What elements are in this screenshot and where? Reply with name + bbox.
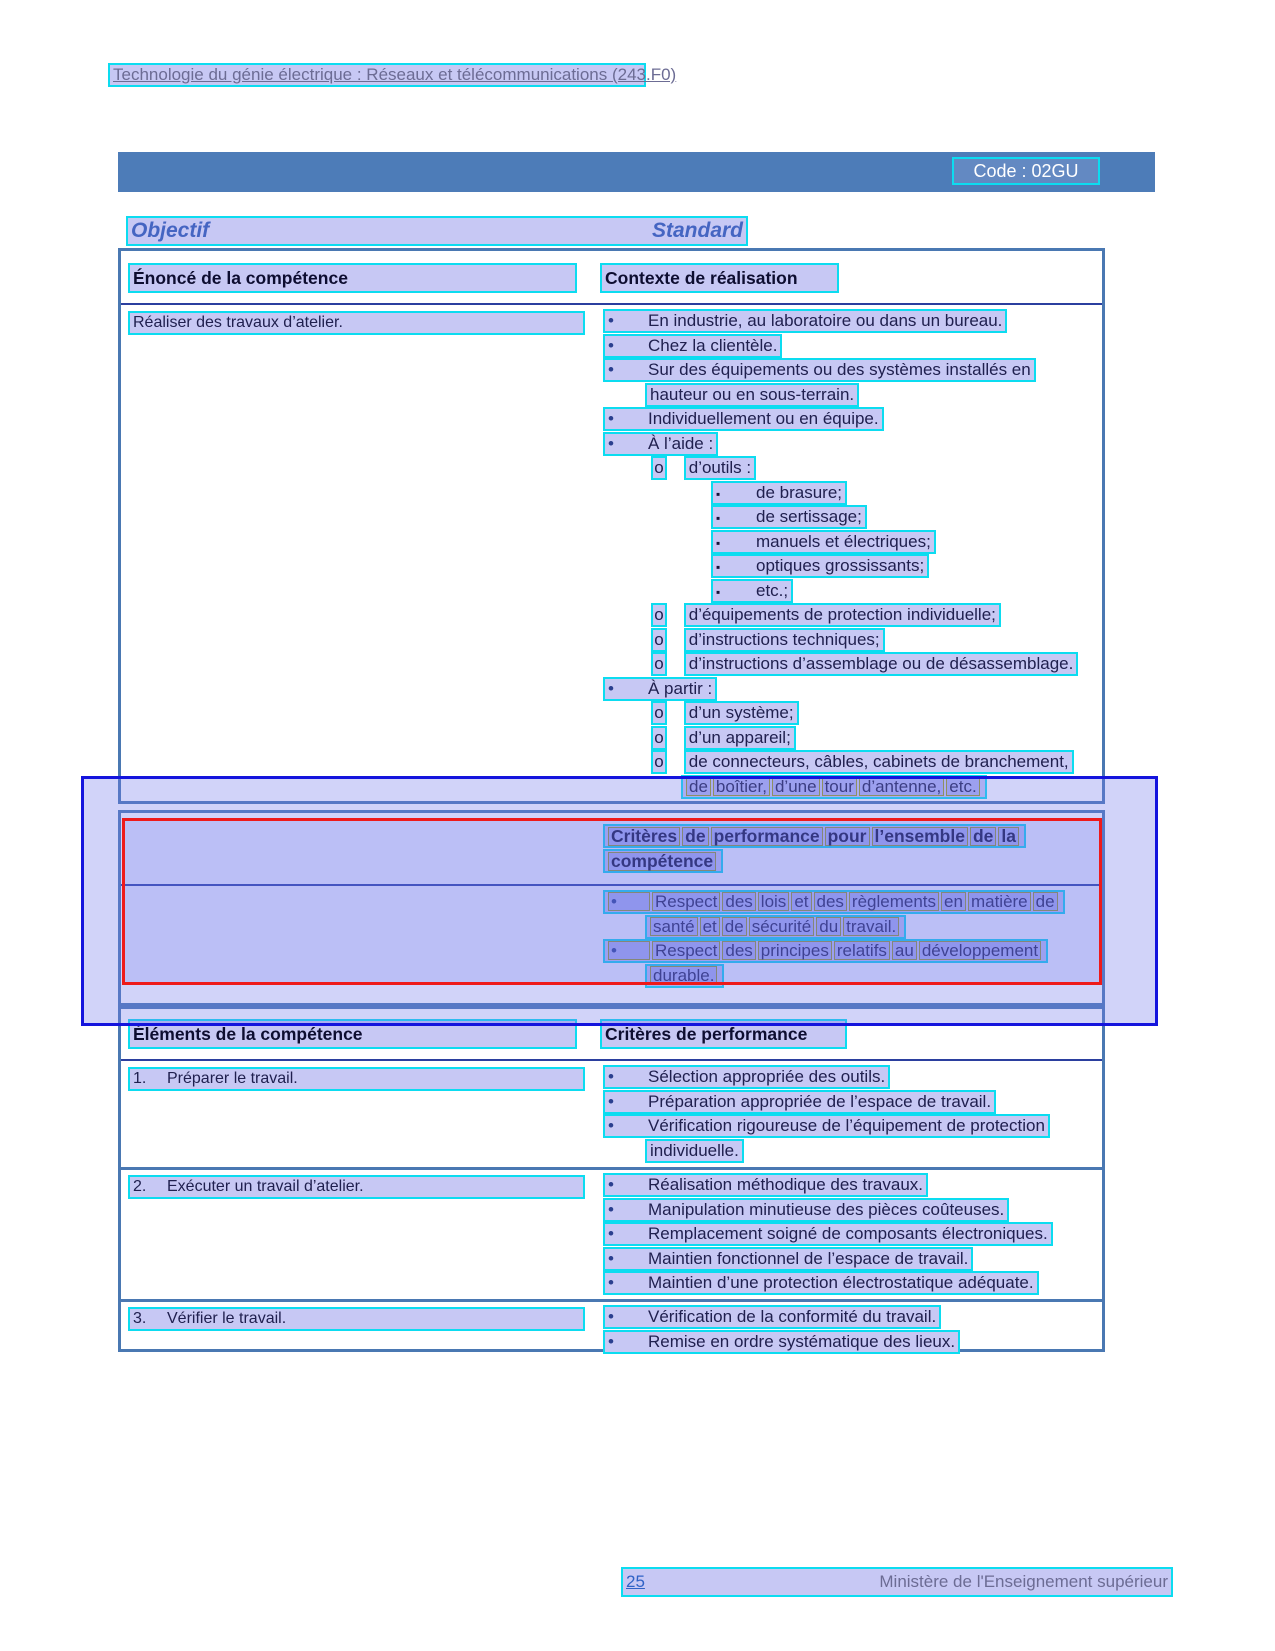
bullet-icon: • xyxy=(608,433,614,453)
word-box: durable. xyxy=(650,966,717,985)
line-text: optiques grossissants; xyxy=(756,556,925,575)
line-text: Remplacement soigné de composants électroniques. xyxy=(648,1224,1048,1243)
word-box: d’antenne, xyxy=(859,777,944,796)
bullet-line xyxy=(651,603,1108,628)
criteres-ensemble-header xyxy=(121,824,1108,873)
line-text: À partir : xyxy=(648,678,713,698)
line-text: Sur des équipements ou des systèmes installés en xyxy=(648,360,1031,379)
line-text: Sélection appropriée des outils. xyxy=(648,1067,886,1086)
bullet-line xyxy=(651,456,1108,481)
bullet-line xyxy=(711,554,1108,579)
word-box: travail. xyxy=(843,917,899,936)
table-criteres-ensemble xyxy=(118,810,1105,1006)
word-box: de xyxy=(686,777,711,796)
line-text: etc.; xyxy=(756,580,789,600)
text-highlight: d’un appareil; xyxy=(684,726,796,750)
word-box: Critères xyxy=(608,827,680,846)
text-highlight xyxy=(711,505,867,529)
bullet-icon: • xyxy=(608,1199,614,1219)
text-highlight: d’équipements de protection individuelle; xyxy=(684,603,1001,627)
bullet-line xyxy=(603,1114,1108,1139)
line-text: À l’aide : xyxy=(648,433,714,453)
word-box: règlements xyxy=(849,892,939,911)
bullet-line xyxy=(651,701,1108,726)
bullet-line xyxy=(711,530,1108,555)
column-header-criteres xyxy=(600,1019,847,1049)
row-separator xyxy=(121,1299,1102,1302)
word-box: performance xyxy=(711,827,823,846)
header-separator xyxy=(121,884,1102,886)
word-box: et xyxy=(791,892,811,911)
competence-text: Réaliser des travaux d’atelier. xyxy=(128,311,585,335)
bullet-icon: • xyxy=(608,941,650,960)
text-highlight: de connecteurs, câbles, cabinets de branchement, xyxy=(684,750,1074,774)
text-highlight xyxy=(603,432,718,456)
standard-heading: Standard xyxy=(651,219,743,242)
text-highlight xyxy=(603,1271,1039,1295)
footer-content xyxy=(626,1569,1168,1595)
bullet-line xyxy=(651,750,1108,775)
criteres-ensemble-list xyxy=(121,890,1108,988)
line-text: Préparation appropriée de l’espace de travail. xyxy=(648,1091,992,1111)
page-number: 25 xyxy=(626,1572,645,1591)
text-highlight xyxy=(645,964,724,988)
word-box: compétence xyxy=(608,852,716,871)
circle-bullet-icon: o xyxy=(651,652,667,676)
bullet-line xyxy=(603,334,1108,359)
table-row xyxy=(121,1305,1108,1354)
bullet-line xyxy=(603,677,1108,702)
column-header-contexte xyxy=(600,263,839,293)
text-highlight xyxy=(645,915,906,939)
section-header-line xyxy=(603,849,1108,874)
text-highlight xyxy=(603,939,1048,963)
bullet-icon: • xyxy=(608,409,614,428)
text-highlight xyxy=(711,530,936,554)
table-row xyxy=(121,1065,1108,1163)
bullet-line xyxy=(711,505,1108,530)
table-enonce-contexte xyxy=(118,248,1105,804)
square-bullet-icon: ▪ xyxy=(716,560,721,574)
bullet-line xyxy=(603,1173,1108,1198)
word-box: du xyxy=(816,917,841,936)
text-highlight xyxy=(603,1114,1050,1138)
text-highlight xyxy=(603,890,1065,914)
bullet-line xyxy=(603,358,1108,383)
bullet-icon: • xyxy=(608,360,614,379)
ministry-label: Ministère de l'Enseignement supérieur xyxy=(879,1572,1168,1591)
line-text: Vérification de la conformité du travail. xyxy=(648,1307,937,1326)
circle-bullet-icon: o xyxy=(651,456,667,480)
line-text: Vérification rigoureuse de l’équipement de protection xyxy=(648,1116,1045,1135)
word-box: sécurité xyxy=(749,917,815,936)
bullet-icon: • xyxy=(608,892,650,911)
circle-bullet-icon: o xyxy=(651,726,667,750)
word-box: de xyxy=(1033,892,1058,911)
bullet-icon: • xyxy=(608,1116,614,1135)
code-label-box xyxy=(952,157,1100,185)
word-box: d’une xyxy=(772,777,820,796)
bullet-icon: • xyxy=(608,1248,614,1268)
text-highlight xyxy=(603,677,717,701)
word-box: en xyxy=(941,892,966,911)
line-text: de brasure; xyxy=(756,482,842,502)
text-highlight xyxy=(603,1090,996,1114)
bullet-icon: • xyxy=(608,1273,614,1292)
code-label: Code : 02GU xyxy=(952,157,1100,185)
square-bullet-icon: ▪ xyxy=(716,535,721,550)
word-box: l’ensemble xyxy=(872,827,968,846)
text-highlight xyxy=(603,407,884,431)
text-highlight: d’outils : xyxy=(684,456,756,480)
column-header-contexte-text: Contexte de réalisation xyxy=(600,263,839,293)
text-highlight: d’un système; xyxy=(684,701,799,725)
bullet-line xyxy=(603,1247,1108,1272)
row-separator xyxy=(121,1167,1102,1170)
bullet-icon: • xyxy=(608,1067,614,1086)
circle-bullet-icon: o xyxy=(651,750,667,774)
circle-bullet-icon: o xyxy=(651,628,667,652)
element-text: 1. Préparer le travail. xyxy=(128,1067,585,1091)
square-bullet-icon: ▪ xyxy=(716,511,721,525)
text-highlight xyxy=(603,309,1007,333)
word-box: Respect xyxy=(652,892,720,911)
bullet-line xyxy=(603,1198,1108,1223)
element-text: 2. Exécuter un travail d’atelier. xyxy=(128,1175,585,1199)
line-text: Maintien fonctionnel de l’espace de travail. xyxy=(648,1248,969,1268)
line-text: Remise en ordre systématique des lieux. xyxy=(648,1331,956,1351)
bullet-line xyxy=(651,628,1108,653)
word-box: développement xyxy=(919,941,1041,960)
bullet-line xyxy=(711,481,1108,506)
element-cell xyxy=(128,1175,585,1199)
word-box: relatifs xyxy=(834,941,890,960)
word-box: des xyxy=(814,892,847,911)
objectif-heading: Objectif xyxy=(131,219,210,242)
heading-row xyxy=(126,216,748,246)
heading-highlight xyxy=(126,216,748,246)
column-header-criteres-text: Critères de performance xyxy=(600,1019,847,1049)
word-box: de xyxy=(970,827,996,846)
text-highlight xyxy=(603,1222,1053,1246)
bullet-line xyxy=(651,726,1108,751)
bullet-line xyxy=(603,1330,1108,1355)
bullet-line xyxy=(603,1271,1108,1296)
bullet-line xyxy=(651,652,1108,677)
page-footer xyxy=(621,1567,1173,1597)
header-separator xyxy=(121,303,1102,305)
column-header-enonce-text: Énoncé de la compétence xyxy=(128,263,577,293)
line-text: Maintien d’une protection électrostatique adéquate. xyxy=(648,1273,1034,1292)
text-highlight xyxy=(711,481,847,505)
square-bullet-icon: ▪ xyxy=(716,486,721,501)
table-elements-criteres xyxy=(118,1006,1105,1352)
text-highlight xyxy=(603,824,1026,848)
line-text: En industrie, au laboratoire ou dans un bureau. xyxy=(648,311,1003,330)
text-highlight xyxy=(681,775,987,799)
text-highlight xyxy=(603,1198,1009,1222)
square-bullet-icon: ▪ xyxy=(716,584,721,599)
bullet-icon: • xyxy=(608,1091,614,1111)
bullet-icon: • xyxy=(608,678,614,698)
element-cell xyxy=(128,1067,585,1091)
word-box: la xyxy=(998,827,1019,846)
bullet-icon: • xyxy=(608,1331,614,1351)
word-box: etc. xyxy=(946,777,979,796)
line-text: Manipulation minutieuse des pièces coûteuses. xyxy=(648,1199,1005,1219)
page-header xyxy=(108,63,677,87)
column-header-elements xyxy=(128,1019,577,1049)
text-highlight xyxy=(603,1173,928,1197)
word-box: tour xyxy=(822,777,857,796)
text-highlight xyxy=(711,579,793,603)
text-highlight xyxy=(603,1065,890,1089)
text-highlight: d’instructions d’assemblage ou de désassemblage. xyxy=(684,652,1079,676)
page-header-highlight: Technologie du génie électrique : Réseaux et télécommunications (243.F0) xyxy=(108,63,646,87)
word-box: santé xyxy=(650,917,698,936)
bullet-line xyxy=(645,964,1108,989)
text-highlight xyxy=(645,383,859,407)
text-highlight xyxy=(603,358,1036,382)
circle-bullet-icon: o xyxy=(651,701,667,725)
text-highlight xyxy=(603,849,723,873)
bullet-icon: • xyxy=(608,311,614,330)
text-highlight xyxy=(603,1247,973,1271)
line-text: Chez la clientèle. xyxy=(648,335,778,355)
word-box: boîtier, xyxy=(713,777,770,796)
text-highlight xyxy=(711,554,929,578)
bullet-line xyxy=(645,383,1108,408)
word-box: de xyxy=(682,827,708,846)
bullet-icon: • xyxy=(608,335,614,355)
word-box: au xyxy=(892,941,917,960)
bullet-line xyxy=(603,1305,1108,1330)
element-cell xyxy=(128,1307,585,1331)
word-box: matière xyxy=(968,892,1031,911)
text-highlight xyxy=(645,1139,744,1163)
bullet-line xyxy=(603,939,1108,964)
bullet-line xyxy=(603,407,1108,432)
contexte-bullet-list xyxy=(121,309,1108,799)
column-header-elements-text: Éléments de la compétence xyxy=(128,1019,577,1049)
footer-highlight xyxy=(621,1567,1173,1597)
bullet-line xyxy=(645,1139,1108,1164)
text-highlight xyxy=(603,334,782,358)
bullet-icon: • xyxy=(608,1224,614,1243)
bullet-icon: • xyxy=(608,1175,614,1194)
bullet-line xyxy=(645,915,1108,940)
text-highlight xyxy=(603,1305,941,1329)
section-header-line xyxy=(603,824,1108,849)
line-text: de sertissage; xyxy=(756,507,862,526)
line-text: manuels et électriques; xyxy=(756,531,931,551)
line-text: individuelle. xyxy=(650,1140,739,1160)
word-box: lois xyxy=(758,892,790,911)
bullet-line xyxy=(603,432,1108,457)
bullet-line xyxy=(603,890,1108,915)
bullet-line xyxy=(603,1090,1108,1115)
word-box: et xyxy=(700,917,720,936)
element-text: 3. Vérifier le travail. xyxy=(128,1307,585,1331)
word-box: pour xyxy=(825,827,870,846)
bullet-line xyxy=(603,309,1108,334)
line-text: Réalisation méthodique des travaux. xyxy=(648,1175,923,1194)
word-box: principes xyxy=(758,941,832,960)
line-text: hauteur ou en sous-terrain. xyxy=(650,384,855,404)
word-box: des xyxy=(722,941,755,960)
bullet-line xyxy=(603,1065,1108,1090)
column-header-enonce xyxy=(128,263,577,293)
line-text: Individuellement ou en équipe. xyxy=(648,409,879,428)
bullet-icon: • xyxy=(608,1307,614,1326)
bullet-line xyxy=(681,775,1108,800)
word-box: des xyxy=(722,892,755,911)
text-highlight: d’instructions techniques; xyxy=(684,628,885,652)
table-row xyxy=(121,1173,1108,1296)
bullet-line xyxy=(711,579,1108,604)
bullet-line xyxy=(603,1222,1108,1247)
word-box: de xyxy=(722,917,747,936)
header-separator xyxy=(121,1059,1102,1061)
text-highlight xyxy=(603,1330,960,1354)
word-box: Respect xyxy=(652,941,720,960)
circle-bullet-icon: o xyxy=(651,603,667,627)
